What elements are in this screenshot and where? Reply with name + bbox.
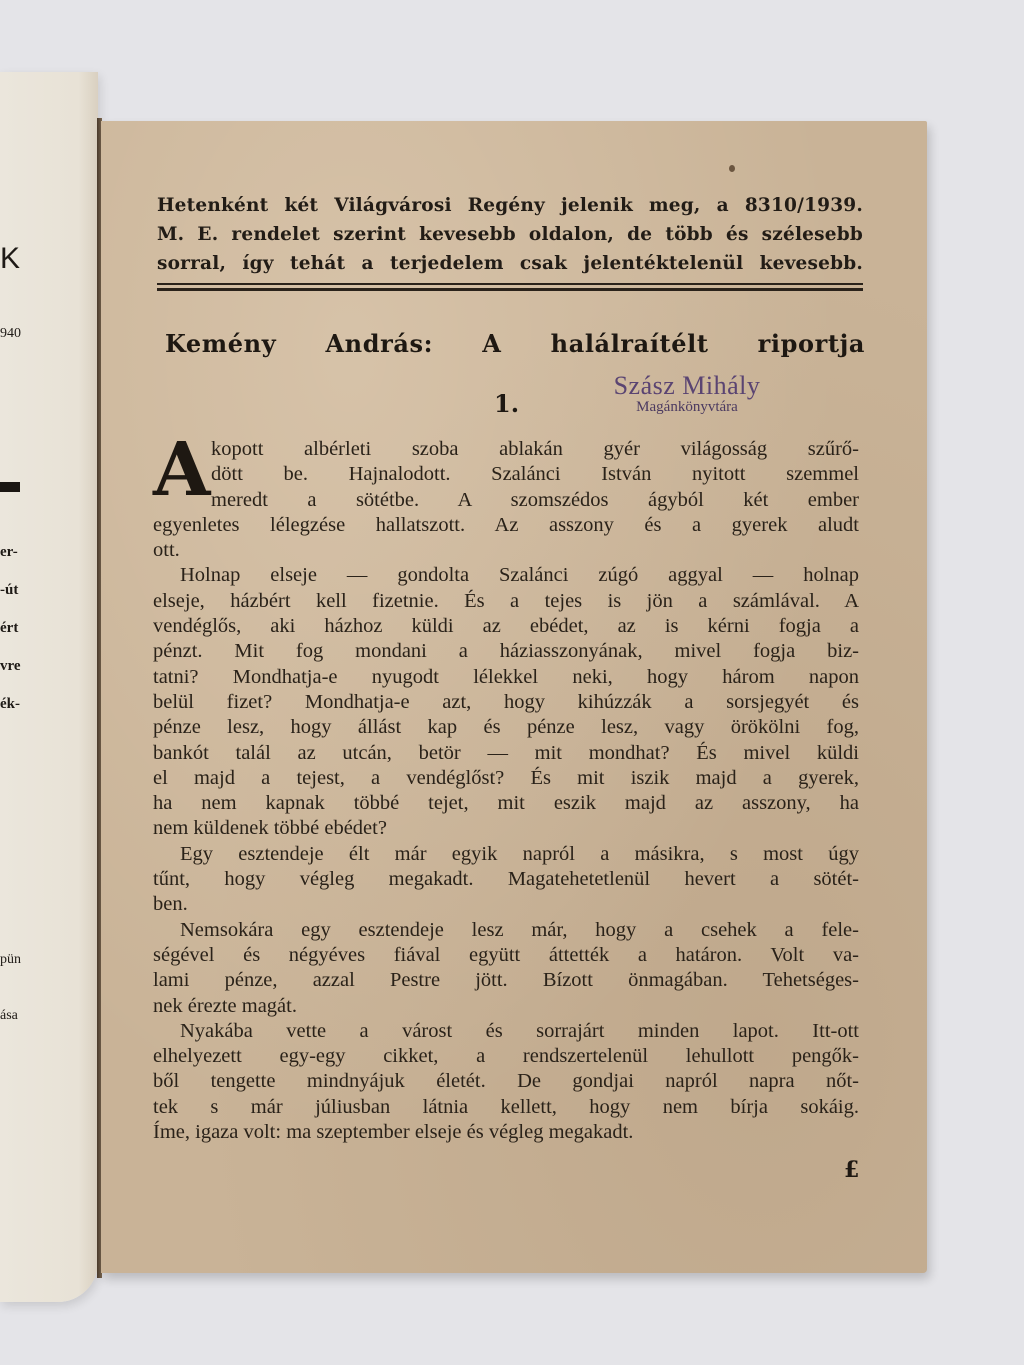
chapter-number: 1. (494, 389, 520, 418)
text-line: ott. (153, 539, 180, 562)
text-line: tek s már júliusban látnia kellett, hogy nem bírja sokáig. (153, 1095, 859, 1118)
text-line: pénze lesz, hogy állást kap és pénze lesz, vagy örökölni fog, (153, 716, 859, 739)
left-page-bar (0, 482, 20, 492)
signature-mark: £ (844, 1157, 860, 1183)
paper-speck (729, 165, 735, 172)
drop-cap: A (153, 427, 211, 513)
ownership-stamp (577, 371, 797, 416)
text-line: pénzt. Mit fog mondani a háziasszonyának, mivel fogja biz- (153, 640, 859, 663)
left-page-fragment: -út (0, 582, 19, 598)
left-page-fragment: pün (0, 952, 21, 967)
text-line: ből tengette mindnyájuk életét. De gondjai napról napra nőt- (153, 1070, 859, 1093)
text-line: bankót talál az utcán, betör — mit mondhat? És mivel küldi (153, 741, 859, 764)
text-line: Egy esztendeje élt már egyik napról a másikra, s most úgy (180, 842, 859, 865)
text-line: meredt a sötétbe. A szomszédos ágyból két ember (211, 488, 859, 511)
left-page-fragment: 940 (0, 326, 21, 341)
text-line: vendéglős, aki házhoz küldi az ebédet, az is kérni fogja a (153, 615, 859, 638)
text-line: belül fizet? Mondhatja-e azt, hogy kihúzzák a sorsjegyét és (153, 690, 859, 713)
left-page-fragment: K (0, 242, 21, 275)
text-line: nem küldenek többé ebédet? (153, 817, 387, 840)
text-line: ségével és négyéves fiával együtt áttették a határon. Volt va- (153, 943, 859, 966)
publication-notice (157, 191, 863, 278)
stamp-name: Szász Mihály (613, 371, 761, 400)
notice-line: sorral, így tehát a terjedelem csak jelentéktelenül kevesebb. (157, 253, 863, 274)
left-page-fragment: ék- (0, 696, 20, 712)
text-line: egyenletes lélegzése hallatszott. Az asszony és a gyerek aludt (153, 513, 859, 536)
text-line: Nyakába vette a várost és sorrajárt minden lapot. Itt-ott (180, 1019, 859, 1042)
story-title: Kemény András: A halálraítélt riportja (165, 329, 865, 358)
text-line: tűnt, hogy végleg megakadt. Magatehetetlenül hevert a sötét- (153, 868, 859, 891)
text-line: dött be. Hajnalodott. Szalánci István nyitott szemmel (211, 463, 859, 486)
text-line: lami pénze, azzal Pestre jött. Bízott önmagában. Tehetséges- (153, 969, 859, 992)
text-line: elhelyezett egy-egy cikket, a rendszertelenül lehullott pengők- (153, 1045, 859, 1068)
left-page-fragment: er- (0, 544, 18, 560)
notice-line: M. E. rendelet szerint kevesebb oldalon, de több és szélesebb (157, 224, 863, 245)
double-rule-divider (157, 283, 863, 291)
text-line: Nemsokára egy esztendeje lesz már, hogy a csehek a fele- (180, 918, 859, 941)
text-line: elseje, házbért kell fizetnie. És a tejes is jön a számlával. A (153, 589, 859, 612)
text-line: tatni? Mondhatja-e nyugodt lélekkel neki, hogy három napon (153, 665, 859, 688)
stamp-subtitle: Magánkönyvtára (636, 399, 738, 415)
text-line: Íme, igaza volt: ma szeptember elseje és végleg megakadt. (153, 1121, 634, 1144)
text-line: nek érezte magát. (153, 994, 297, 1017)
text-line: Holnap elseje — gondolta Szalánci zúgó aggyal — holnap (180, 564, 859, 587)
left-page (0, 72, 98, 1302)
left-page-fragment: vre (0, 658, 21, 674)
notice-line: Hetenként két Világvárosi Regény jelenik meg, a 8310/1939. (157, 195, 863, 216)
text-line: el majd a tejest, a vendéglőst? És mit iszik majd a gyerek, (153, 766, 859, 789)
text-line: kopott albérleti szoba ablakán gyér világosság szűrő- (211, 438, 859, 460)
text-line: ha nem kapnak többé tejet, mit eszik majd az asszony, ha (153, 792, 859, 815)
left-page-fragment: ása (0, 1008, 18, 1023)
story-body (153, 437, 859, 1145)
text-line: ben. (153, 893, 188, 916)
right-page (101, 121, 927, 1273)
left-page-fragment: ért (0, 620, 19, 636)
